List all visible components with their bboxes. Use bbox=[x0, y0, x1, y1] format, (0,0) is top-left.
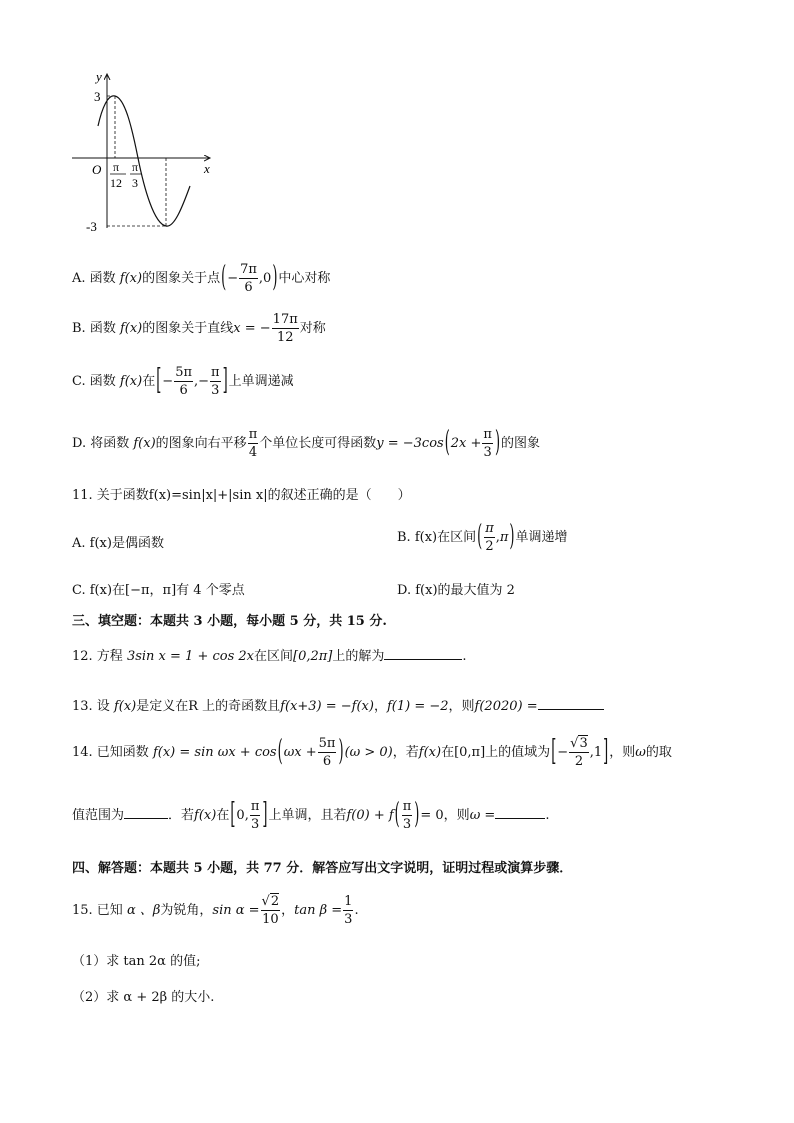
q10-option-d: D. 将函数 f(x)的图象向右平移 $\frac{\pi}{4}$ 个单位长度可得函数y = −3cos(2x + $\frac{\pi}{3}$ )的图象 bbox=[72, 427, 541, 460]
tick2-den: 3 bbox=[132, 176, 138, 190]
tick1-num: π bbox=[113, 160, 120, 174]
q10-option-c: C. 函数 f(x)在[− $\frac{5\pi}{6}$ ,− $\frac{\pi}{3}$ ]上单调递减 bbox=[72, 365, 294, 398]
q11-option-a: A. f(x)是偶函数 bbox=[72, 536, 164, 551]
q11-stem: 11. 关于函数f(x)=sin|x|+|sin x|的叙述正确的是（ ） bbox=[72, 488, 411, 503]
tick1-den: 12 bbox=[110, 176, 122, 190]
q14-answer-blank-1[interactable] bbox=[124, 818, 168, 819]
q12: 12. 方程 3sin x = 1 + cos 2x在区间[0,2π]上的解为 . bbox=[72, 649, 467, 664]
q15-part1: （1）求 tan 2α 的值; bbox=[72, 954, 201, 969]
section4-heading: 四、解答题：本题共 5 小题，共 77 分．解答应写出文字说明，证明过程或演算步骤． bbox=[72, 861, 573, 876]
sine-graph bbox=[70, 68, 220, 238]
q15-part2: （2）求 α + 2β 的大小. bbox=[72, 990, 215, 1005]
q10-option-a: A. 函数 f(x)的图象关于点(− $\frac{7\pi}{6}$ ,0)中心对称 bbox=[72, 262, 331, 295]
q11-option-d: D. f(x)的最大值为 2 bbox=[397, 583, 515, 598]
q15-stem: 15. 已知 α 、β为锐角，sin α = $\frac{√2}{10}$ ，tan β = $\frac{1}{3}$ . bbox=[72, 894, 359, 927]
section3-heading: 三、填空题：本题共 3 小题，每小题 5 分，共 15 分. bbox=[72, 614, 387, 629]
q11-option-b: B. f(x)在区间( $\frac{\pi}{2}$ ,π)单调递增 bbox=[397, 521, 568, 554]
y-max-label: 3 bbox=[94, 89, 101, 104]
q11-option-c: C. f(x)在[−π，π]有 4 个零点 bbox=[72, 583, 245, 598]
q14-line2: 值范围为 ．若f(x)在[0, $\frac{\pi}{3}$ ]上单调，且若f(0) + f( $\frac{\pi}{3}$ )= 0，则ω = . bbox=[72, 799, 550, 832]
q13: 13. 设 f(x)是定义在R 上的奇函数且f(x+3) = −f(x)，f(1) = −2，则f(2020) = bbox=[72, 695, 604, 714]
q14-line1: 14. 已知函数 f(x) = sin ωx + cos(ωx + $\frac{5\pi}{6}$ )(ω > 0)，若f(x)在[0,π]上的值域为[− $\frac{√3}{2}$ ,1]，则ω的取 bbox=[72, 736, 672, 769]
x-axis-label: x bbox=[204, 161, 210, 176]
q13-answer-blank[interactable] bbox=[538, 709, 604, 710]
y-min-label: -3 bbox=[86, 219, 97, 234]
q12-answer-blank[interactable] bbox=[384, 659, 462, 660]
sine-curve bbox=[98, 96, 190, 226]
origin-label: O bbox=[92, 162, 102, 177]
y-axis-label: y bbox=[96, 69, 102, 84]
tick2-num: π bbox=[132, 160, 139, 174]
q14-answer-blank-2[interactable] bbox=[495, 818, 545, 819]
q10-option-b: B. 函数 f(x)的图象关于直线x = − $\frac{17\pi}{12}$ 对称 bbox=[72, 312, 326, 345]
